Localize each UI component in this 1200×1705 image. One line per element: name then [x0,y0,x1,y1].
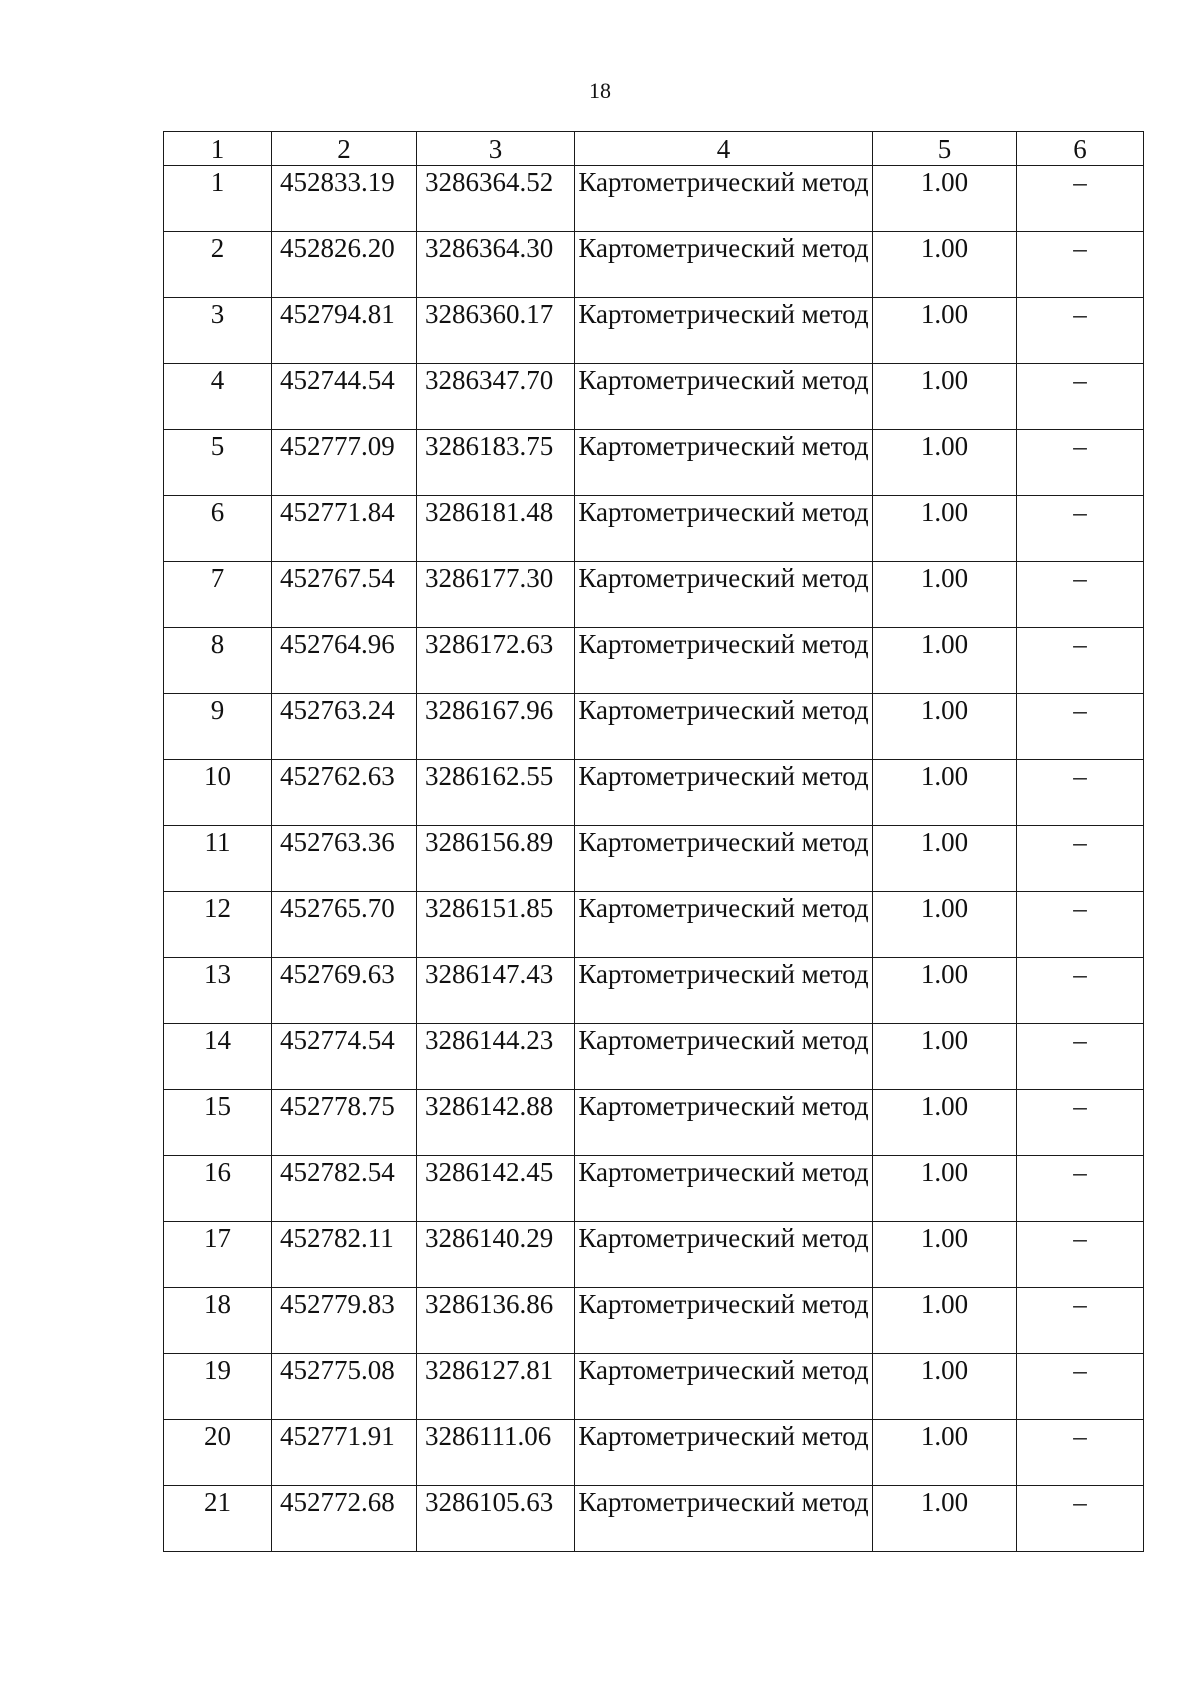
method-cell: Картометрический метод [575,1222,873,1288]
note-cell: – [1017,1486,1144,1552]
y-coordinate-cell: 3286142.45 [417,1156,575,1222]
note-cell: – [1017,166,1144,232]
note-cell: – [1017,1420,1144,1486]
method-cell: Картометрический метод [575,958,873,1024]
table-body [164,166,1144,1552]
note-cell: – [1017,826,1144,892]
y-coordinate-cell: 3286142.88 [417,1090,575,1156]
header-col-2: 2 [272,132,417,166]
table-row [164,496,1144,562]
point-number-cell: 18 [164,1288,272,1354]
point-number-cell: 16 [164,1156,272,1222]
x-coordinate-cell: 452826.20 [272,232,417,298]
y-coordinate-cell: 3286151.85 [417,892,575,958]
accuracy-cell: 1.00 [873,1288,1017,1354]
accuracy-cell: 1.00 [873,232,1017,298]
point-number-cell: 19 [164,1354,272,1420]
note-cell: – [1017,958,1144,1024]
table-row [164,166,1144,232]
point-number-cell: 10 [164,760,272,826]
point-number-cell: 8 [164,628,272,694]
x-coordinate-cell: 452764.96 [272,628,417,694]
y-coordinate-cell: 3286156.89 [417,826,575,892]
accuracy-cell: 1.00 [873,1156,1017,1222]
page-number: 18 [589,78,611,103]
point-number-cell: 21 [164,1486,272,1552]
method-cell: Картометрический метод [575,1090,873,1156]
accuracy-cell: 1.00 [873,1024,1017,1090]
note-cell: – [1017,1354,1144,1420]
method-cell: Картометрический метод [575,694,873,760]
y-coordinate-cell: 3286177.30 [417,562,575,628]
accuracy-cell: 1.00 [873,892,1017,958]
table-row [164,562,1144,628]
accuracy-cell: 1.00 [873,1354,1017,1420]
note-cell: – [1017,628,1144,694]
note-cell: – [1017,1090,1144,1156]
method-cell: Картометрический метод [575,1288,873,1354]
table-row [164,1486,1144,1552]
y-coordinate-cell: 3286360.17 [417,298,575,364]
accuracy-cell: 1.00 [873,694,1017,760]
header-col-4: 4 [575,132,873,166]
table-row [164,1090,1144,1156]
accuracy-cell: 1.00 [873,1420,1017,1486]
table-row [164,760,1144,826]
method-cell: Картометрический метод [575,166,873,232]
table-row [164,1420,1144,1486]
header-row [164,132,1144,166]
accuracy-cell: 1.00 [873,1090,1017,1156]
table-row [164,298,1144,364]
note-cell: – [1017,562,1144,628]
table-row [164,1156,1144,1222]
x-coordinate-cell: 452779.83 [272,1288,417,1354]
note-cell: – [1017,1288,1144,1354]
accuracy-cell: 1.00 [873,826,1017,892]
table-row [164,232,1144,298]
point-number-cell: 14 [164,1024,272,1090]
y-coordinate-cell: 3286111.06 [417,1420,575,1486]
y-coordinate-cell: 3286364.30 [417,232,575,298]
method-cell: Картометрический метод [575,1420,873,1486]
y-coordinate-cell: 3286347.70 [417,364,575,430]
point-number-cell: 12 [164,892,272,958]
accuracy-cell: 1.00 [873,760,1017,826]
x-coordinate-cell: 452744.54 [272,364,417,430]
method-cell: Картометрический метод [575,760,873,826]
x-coordinate-cell: 452782.54 [272,1156,417,1222]
point-number-cell: 13 [164,958,272,1024]
x-coordinate-cell: 452762.63 [272,760,417,826]
note-cell: – [1017,1156,1144,1222]
method-cell: Картометрический метод [575,232,873,298]
accuracy-cell: 1.00 [873,562,1017,628]
y-coordinate-cell: 3286147.43 [417,958,575,1024]
accuracy-cell: 1.00 [873,496,1017,562]
table-row [164,1222,1144,1288]
x-coordinate-cell: 452771.91 [272,1420,417,1486]
point-number-cell: 4 [164,364,272,430]
x-coordinate-cell: 452763.36 [272,826,417,892]
header-col-5: 5 [873,132,1017,166]
x-coordinate-cell: 452775.08 [272,1354,417,1420]
x-coordinate-cell: 452777.09 [272,430,417,496]
y-coordinate-cell: 3286181.48 [417,496,575,562]
accuracy-cell: 1.00 [873,628,1017,694]
header-col-3: 3 [417,132,575,166]
accuracy-cell: 1.00 [873,1222,1017,1288]
y-coordinate-cell: 3286105.63 [417,1486,575,1552]
point-number-cell: 7 [164,562,272,628]
accuracy-cell: 1.00 [873,1486,1017,1552]
method-cell: Картометрический метод [575,562,873,628]
point-number-cell: 11 [164,826,272,892]
point-number-cell: 1 [164,166,272,232]
x-coordinate-cell: 452769.63 [272,958,417,1024]
point-number-cell: 2 [164,232,272,298]
x-coordinate-cell: 452774.54 [272,1024,417,1090]
y-coordinate-cell: 3286144.23 [417,1024,575,1090]
accuracy-cell: 1.00 [873,364,1017,430]
method-cell: Картометрический метод [575,628,873,694]
method-cell: Картометрический метод [575,826,873,892]
method-cell: Картометрический метод [575,1486,873,1552]
y-coordinate-cell: 3286162.55 [417,760,575,826]
x-coordinate-cell: 452833.19 [272,166,417,232]
table-row [164,826,1144,892]
x-coordinate-cell: 452767.54 [272,562,417,628]
y-coordinate-cell: 3286183.75 [417,430,575,496]
point-number-cell: 9 [164,694,272,760]
point-number-cell: 17 [164,1222,272,1288]
method-cell: Картометрический метод [575,430,873,496]
coordinates-table [163,131,1144,1552]
table-row [164,958,1144,1024]
x-coordinate-cell: 452765.70 [272,892,417,958]
accuracy-cell: 1.00 [873,166,1017,232]
table-row [164,628,1144,694]
note-cell: – [1017,892,1144,958]
table-row [164,430,1144,496]
method-cell: Картометрический метод [575,364,873,430]
x-coordinate-cell: 452771.84 [272,496,417,562]
table-row [164,364,1144,430]
method-cell: Картометрический метод [575,1354,873,1420]
table-row [164,694,1144,760]
header-col-1: 1 [164,132,272,166]
point-number-cell: 20 [164,1420,272,1486]
note-cell: – [1017,694,1144,760]
note-cell: – [1017,496,1144,562]
y-coordinate-cell: 3286127.81 [417,1354,575,1420]
accuracy-cell: 1.00 [873,958,1017,1024]
accuracy-cell: 1.00 [873,298,1017,364]
x-coordinate-cell: 452772.68 [272,1486,417,1552]
y-coordinate-cell: 3286136.86 [417,1288,575,1354]
note-cell: – [1017,364,1144,430]
note-cell: – [1017,760,1144,826]
point-number-cell: 3 [164,298,272,364]
accuracy-cell: 1.00 [873,430,1017,496]
y-coordinate-cell: 3286167.96 [417,694,575,760]
table-row [164,1024,1144,1090]
method-cell: Картометрический метод [575,1024,873,1090]
method-cell: Картометрический метод [575,496,873,562]
method-cell: Картометрический метод [575,1156,873,1222]
table-row [164,1354,1144,1420]
point-number-cell: 5 [164,430,272,496]
point-number-cell: 15 [164,1090,272,1156]
note-cell: – [1017,232,1144,298]
y-coordinate-cell: 3286172.63 [417,628,575,694]
note-cell: – [1017,1222,1144,1288]
x-coordinate-cell: 452782.11 [272,1222,417,1288]
x-coordinate-cell: 452763.24 [272,694,417,760]
header-col-6: 6 [1017,132,1144,166]
x-coordinate-cell: 452794.81 [272,298,417,364]
table-row [164,1288,1144,1354]
table-row [164,892,1144,958]
method-cell: Картометрический метод [575,298,873,364]
note-cell: – [1017,298,1144,364]
note-cell: – [1017,1024,1144,1090]
y-coordinate-cell: 3286140.29 [417,1222,575,1288]
x-coordinate-cell: 452778.75 [272,1090,417,1156]
y-coordinate-cell: 3286364.52 [417,166,575,232]
point-number-cell: 6 [164,496,272,562]
method-cell: Картометрический метод [575,892,873,958]
note-cell: – [1017,430,1144,496]
